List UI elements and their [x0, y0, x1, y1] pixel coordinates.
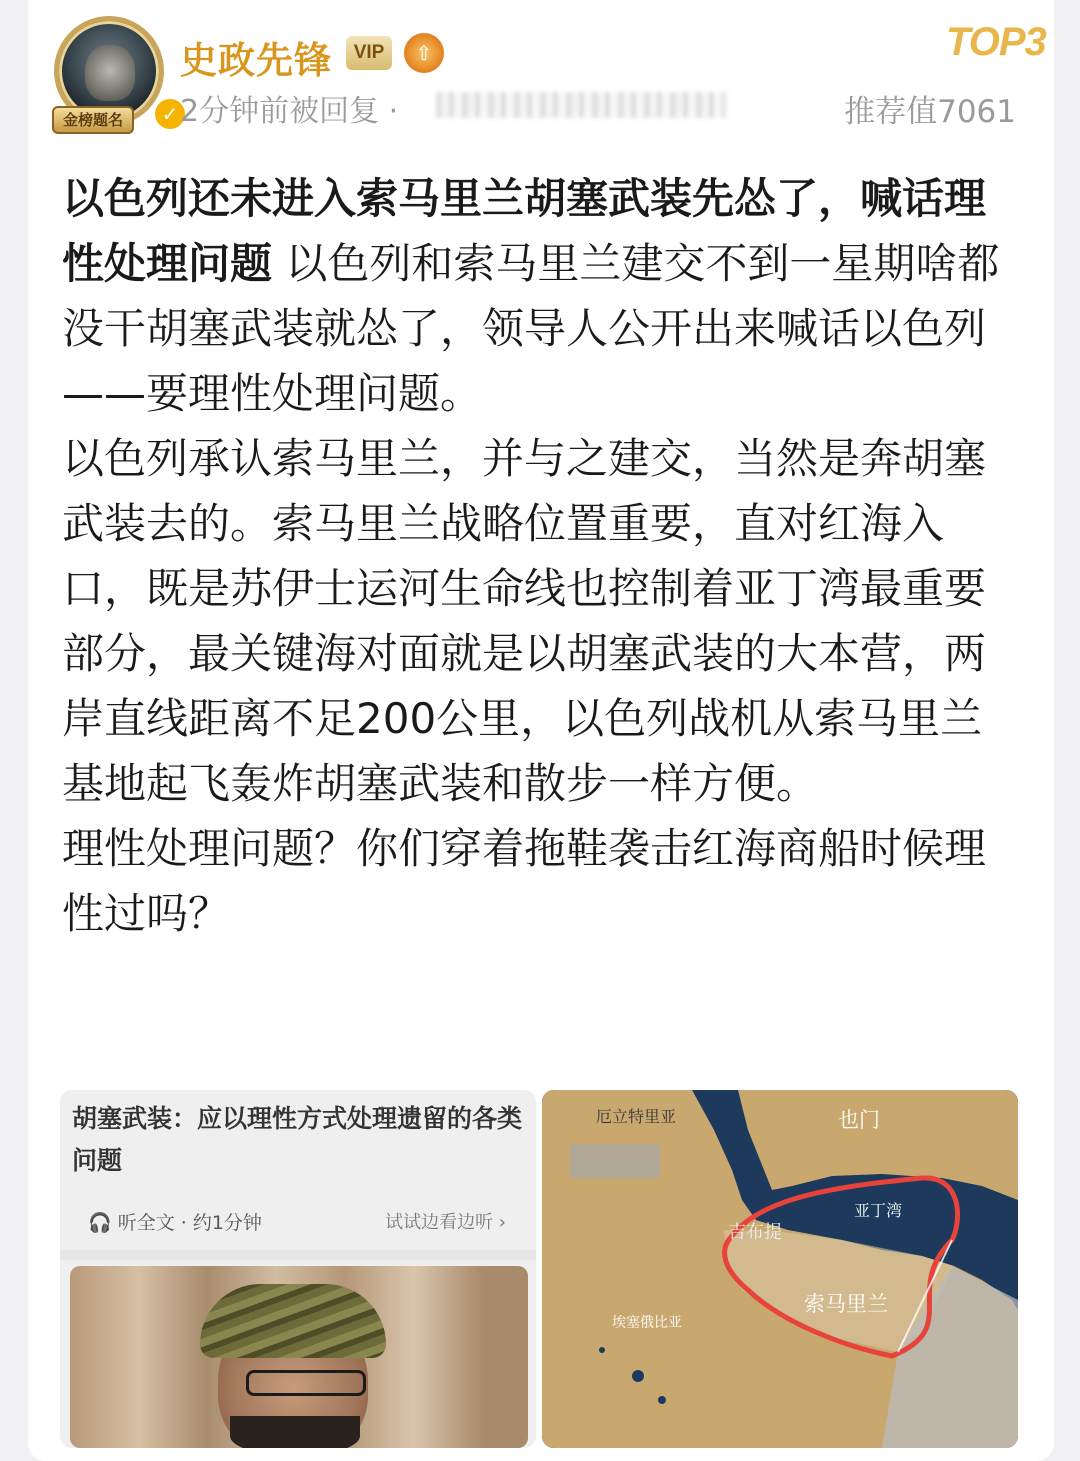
glasses-shape	[246, 1370, 366, 1396]
news-headline: 胡塞武装：应以理性方式处理遗留的各类问题	[72, 1104, 523, 1175]
turban-shape	[200, 1284, 386, 1358]
map-label-ethiopia: 埃塞俄比亚	[612, 1315, 682, 1331]
headphones-icon: 🎧	[88, 1212, 112, 1234]
recommend-score: 推荐值7061	[844, 94, 1016, 130]
listen-button: 🎧 听全文 · 约1分钟	[88, 1212, 262, 1234]
map-image[interactable]	[542, 1090, 1018, 1448]
post-paragraph: 以色列承认索马里兰，并与之建交，当然是奔胡塞武装去的。索马里兰战略位置重要，直对红海入口，既是苏伊士运河生命线也控制着亚丁湾最重要部分，最关键海对面就是以胡塞武装的大本营，两岸直线距离不足200公里，以色列战机从索马里兰基地起飞轰炸胡塞武装和散步一样方便。	[62, 434, 987, 808]
beard-shape	[230, 1416, 360, 1448]
map-label-yemen: 也门	[838, 1108, 880, 1132]
reply-meta: 2分钟前被回复 ·	[180, 94, 399, 129]
map-label-gulf-of-aden: 亚丁湾	[854, 1201, 903, 1220]
map-label-somaliland: 索马里兰	[804, 1292, 888, 1316]
person-photo	[70, 1266, 528, 1448]
vip-badge: VIP	[346, 36, 392, 70]
author-name[interactable]: 史政先锋	[180, 39, 332, 82]
post-card	[28, 0, 1054, 1461]
blurred-meta-icon	[436, 92, 726, 118]
map-label-djibouti: 吉布提	[728, 1222, 782, 1243]
divider	[60, 1250, 536, 1260]
verified-icon: ✓	[152, 96, 188, 132]
news-screenshot-image[interactable]	[60, 1090, 536, 1448]
try-listen-link: 试试边看边听 ›	[385, 1212, 506, 1233]
avatar[interactable]	[48, 14, 179, 134]
map-label-eritrea: 厄立特里亚	[596, 1107, 677, 1126]
map-graphic	[542, 1090, 1018, 1448]
post-body[interactable]	[62, 166, 1022, 946]
post-paragraph: 理性处理问题？你们穿着拖鞋袭击红海商船时候理性过吗？	[62, 824, 987, 938]
top-rank-badge: TOP3	[946, 20, 1046, 64]
rank-up-icon: ⇧	[404, 33, 444, 73]
avatar-ribbon: 金榜题名	[52, 106, 134, 134]
post-paragraph: 以色列和索马里兰建交不到一星期啥都没干胡塞武装就怂了，领导人公开出来喊话以色列——要理性处理问题。	[62, 239, 1000, 418]
post-title: 以色列还未进入索马里兰胡塞武装先怂了，喊话理性处理问题	[62, 174, 987, 288]
